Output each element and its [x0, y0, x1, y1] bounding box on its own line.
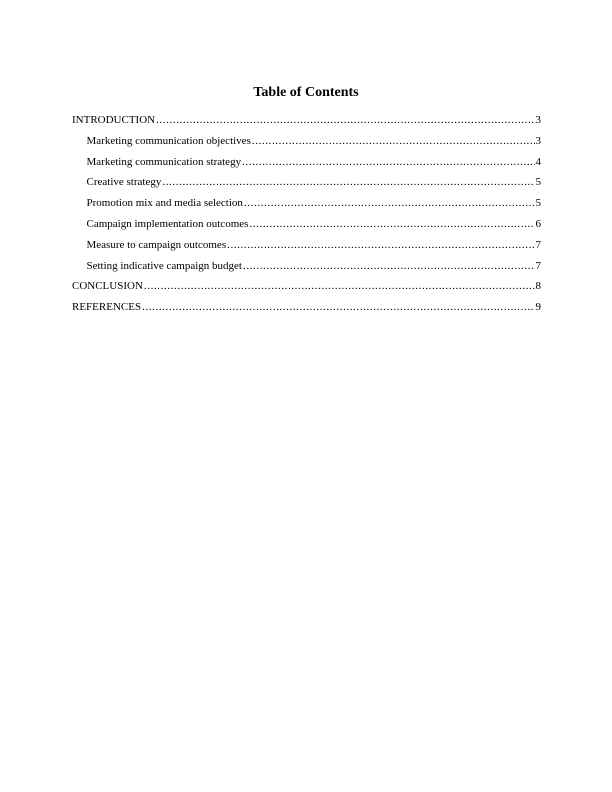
toc-list: [72, 113, 541, 321]
toc-entry-text: Marketing communication objectives: [86, 134, 251, 147]
toc-entry-introduction[interactable]: [72, 113, 541, 134]
toc-entry-promotion-mix[interactable]: [72, 196, 541, 217]
toc-page-number: 3: [535, 114, 541, 126]
toc-entry-setting-indicative-campaign-budget[interactable]: [72, 259, 541, 280]
toc-entry-text: REFERENCES: [72, 301, 142, 314]
toc-page-number: 3: [535, 134, 541, 147]
toc-entry-marketing-communication-objectives[interactable]: [72, 134, 541, 155]
toc-entry-measure-to-campaign-outcomes[interactable]: [72, 238, 541, 259]
toc-dot-leader: [156, 113, 534, 127]
toc-dot-leader: [243, 259, 535, 273]
toc-dot-leader: [142, 300, 534, 314]
toc-dot-leader: [249, 217, 534, 231]
toc-entry-marketing-communication-strategy[interactable]: [72, 155, 541, 176]
toc-dot-leader: [227, 238, 534, 252]
toc-page-number: 5: [535, 197, 541, 210]
toc-page-number: 8: [535, 280, 541, 293]
toc-entry-text: Promotion mix and media selection: [86, 197, 243, 210]
toc-page-number: 6: [535, 217, 541, 230]
toc-page-number: 7: [535, 238, 541, 251]
toc-title: Table of Contents: [253, 85, 359, 100]
toc-dot-leader: [162, 175, 534, 189]
toc-page-number: 7: [535, 259, 541, 272]
toc-dot-leader: [144, 279, 535, 293]
toc-entry-text: Creative strategy: [86, 176, 162, 189]
toc-entry-references[interactable]: [72, 300, 541, 321]
toc-entry-conclusion[interactable]: [72, 279, 541, 300]
toc-entry-text: INTRODUCTION: [72, 114, 156, 126]
toc-entry-text: Marketing communication strategy: [86, 155, 242, 168]
toc-entry-text: Measure to campaign outcomes: [86, 238, 227, 251]
toc-entry-creative-strategy[interactable]: [72, 175, 541, 196]
toc-entry-campaign-implementation-outcomes[interactable]: [72, 217, 541, 238]
toc-entry-text: Setting indicative campaign budget: [86, 259, 242, 272]
toc-dot-leader: [242, 155, 534, 169]
toc-dot-leader: [244, 196, 535, 210]
toc-entry-text: CONCLUSION: [72, 280, 143, 293]
toc-page-number: 5: [535, 176, 541, 189]
toc-dot-leader: [252, 134, 535, 148]
toc-page-number: 4: [535, 155, 541, 168]
toc-entry-text: Campaign implementation outcomes: [86, 217, 249, 230]
toc-page-number: 9: [535, 301, 541, 314]
